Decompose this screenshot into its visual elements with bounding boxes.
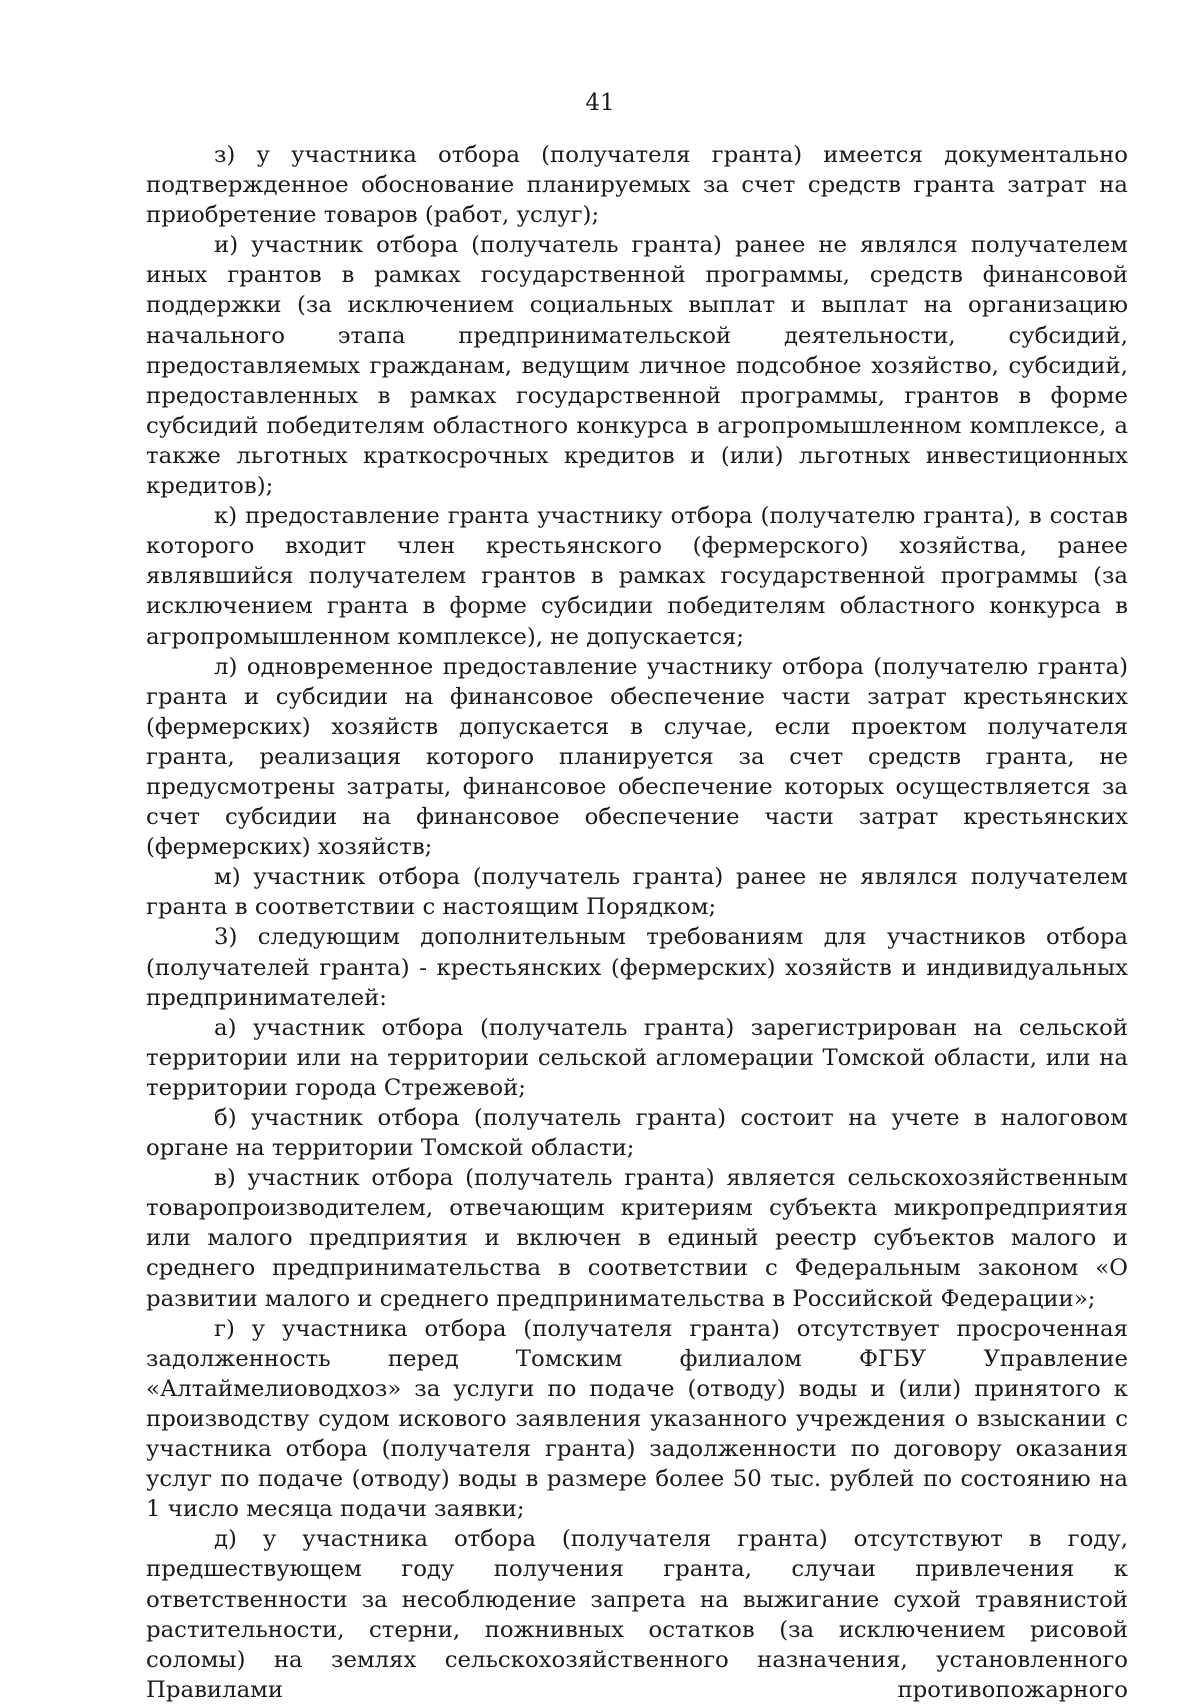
paragraph-i: и) участник отбора (получатель гранта) ранее не являлся получателем иных грантов в рамках государственной программы, средств финансовой поддержки (за исключением социальных выплат и выплат на организацию начального этапа предпринимательской деятельности, субсидий, предоставляемых гражданам, ведущим личное подсобное хозяйство, субсидий, предоставленных в рамках государственной программы, грантов в форме субсидий победителям областного конкурса в агропромышленном комплексе, а также льготных краткосрочных кредитов и (или) льготных инвестиционных кредитов);: [146, 232, 1128, 500]
document-body: [146, 140, 1128, 1705]
paragraph-k: к) предоставление гранта участнику отбора (получателю гранта), в состав которого входит член крестьянского (фермерского) хозяйства, ранее являвшийся получателем грантов в рамках государственной программы (за исключением гранта в форме субсидии победителям областного конкурса в агропромышленном комплексе), не допускается;: [146, 503, 1128, 650]
paragraph-m: м) участник отбора (получатель гранта) ранее не являлся получателем гранта в соответствии с настоящим Порядком;: [146, 864, 1128, 921]
paragraph-g: г) у участника отбора (получателя гранта) отсутствует просроченная задолженность перед Томским филиалом ФГБУ Управление «Алтаймелиоводхоз» за услуги по подаче (отводу) воды и (или) принятого к производству судом искового заявления указанного учреждения о взыскании с участника отбора (получателя гранта) задолженности по договору оказания услуг по подаче (отводу) воды в размере более 50 тыс. рублей по состоянию на 1 число месяца подачи заявки;: [146, 1315, 1128, 1523]
paragraph-v: в) участник отбора (получатель гранта) является сельскохозяйственным товаропроизводителем, отвечающим критериям субъекта микропредприятия или малого предприятия и включен в единый реестр субъектов малого и среднего предпринимательства в соответствии с Федеральным законом «О развитии малого и среднего предпринимательства в Российской Федерации»;: [146, 1165, 1128, 1312]
paragraph-z: з) у участника отбора (получателя гранта) имеется документально подтвержденное обоснование планируемых за счет средств гранта затрат на приобретение товаров (работ, услуг);: [146, 142, 1128, 229]
paragraph-b: б) участник отбора (получатель гранта) состоит на учете в налоговом органе на территории Томской области;: [146, 1105, 1128, 1162]
paragraph-3: 3) следующим дополнительным требованиям для участников отбора (получателей гранта) - крестьянских (фермерских) хозяйств и индивидуальных предпринимателей:: [146, 924, 1128, 1011]
paragraph-a: а) участник отбора (получатель гранта) зарегистрирован на сельской территории или на территории сельской агломерации Томской области, или на территории города Стрежевой;: [146, 1014, 1128, 1101]
page-number: 41: [585, 90, 615, 116]
paragraph-d: д) у участника отбора (получателя гранта) отсутствуют в году, предшествующем году получения гранта, случаи привлечения к ответственности за несоблюдение запрета на выжигание сухой травянистой растительности, стерни, пожнивных остатков (за исключением рисовой соломы) на землях сельскохозяйственного назначения, установленного Правилами противопожарного: [146, 1526, 1128, 1703]
paragraph-l: л) одновременное предоставление участнику отбора (получателю гранта) гранта и субсидии на финансовое обеспечение части затрат крестьянских (фермерских) хозяйств допускается в случае, если проектом получателя гранта, реализация которого планируется за счет средств гранта, не предусмотрены затраты, финансовое обеспечение которых осуществляется за счет субсидии на финансовое обеспечение части затрат крестьянских (фермерских) хозяйств;: [146, 653, 1128, 861]
